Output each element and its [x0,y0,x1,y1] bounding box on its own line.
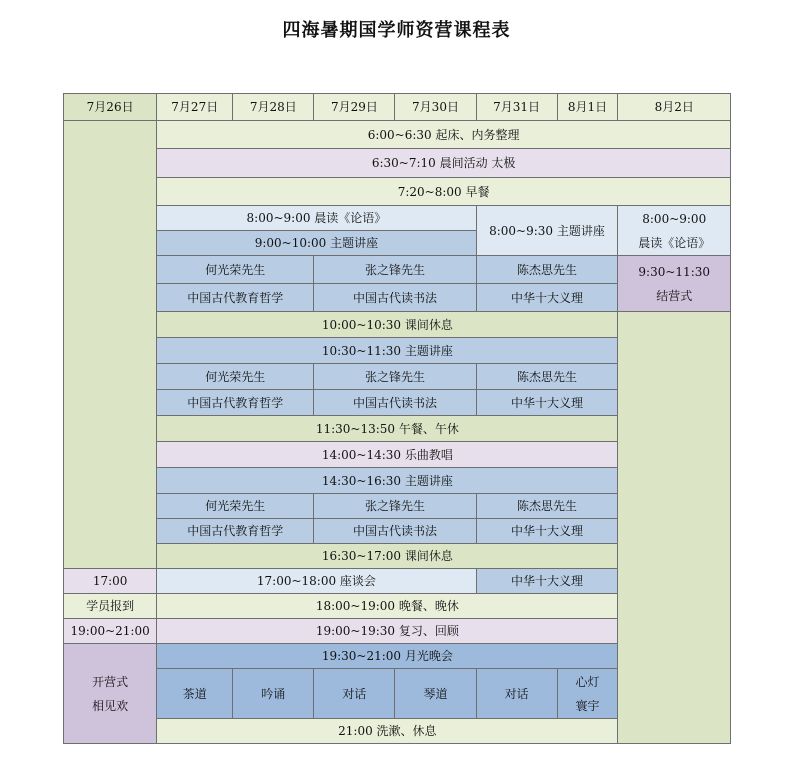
cell-line: 心灯 [575,674,600,689]
schedule-row: 6:00~6:30 起床、内务整理 [157,121,731,149]
course-cell: 中国古代教育哲学 [157,390,314,416]
teacher-cell: 何光荣先生 [157,364,314,390]
schedule-row: 17:00~18:00 座谈会 [157,569,476,594]
date-header: 7月30日 [395,94,476,121]
schedule-row: 21:00 洗漱、休息 [157,719,618,744]
schedule-cell [618,206,731,256]
evening-activity: 茶道 [157,669,233,719]
schedule-row: 10:30~11:30 主题讲座 [157,338,618,364]
closing-ceremony-cell [618,256,731,312]
page-title: 四海暑期国学师资营课程表 [282,20,511,41]
date-header: 7月31日 [476,94,557,121]
course-cell: 中国古代读书法 [314,519,476,544]
teacher-cell: 张之锋先生 [314,256,476,284]
schedule-row: 6:30~7:10 晨间活动 太极 [157,149,731,178]
date-header: 8月1日 [557,94,618,121]
cell-line: 开营式 [92,674,129,689]
teacher-cell: 陈杰思先生 [476,256,618,284]
schedule-cell: 学员报到 [64,594,157,619]
cell-line: 寰宇 [575,698,600,713]
evening-activity: 吟诵 [233,669,314,719]
evening-activity: 琴道 [395,669,476,719]
teacher-cell: 陈杰思先生 [476,494,618,519]
schedule-cell: 8:00~9:30 主题讲座 [476,206,618,256]
course-cell: 中国古代读书法 [314,390,476,416]
teacher-cell: 何光荣先生 [157,494,314,519]
date-header: 7月26日 [64,94,157,121]
date-header: 7月27日 [157,94,233,121]
course-cell: 中国古代读书法 [314,284,476,312]
teacher-cell: 张之锋先生 [314,364,476,390]
cell-line: 结营式 [656,288,693,303]
schedule-cell: 19:00~21:00 [64,619,157,644]
schedule-table [63,93,731,744]
schedule-row: 14:30~16:30 主题讲座 [157,468,618,494]
schedule-row: 10:00~10:30 课间休息 [157,312,618,338]
schedule-cell: 中华十大义理 [476,569,618,594]
day1-blank-cell [64,121,157,569]
cell-line: 8:00~9:00 [642,211,707,226]
date-header: 7月29日 [314,94,395,121]
schedule-row: 8:00~9:00 晨读《论语》 [157,206,476,231]
teacher-cell: 何光荣先生 [157,256,314,284]
schedule-row: 7:20~8:00 早餐 [157,178,731,206]
schedule-row: 18:00~19:00 晚餐、晚休 [157,594,618,619]
schedule-row: 19:00~19:30 复习、回顾 [157,619,618,644]
schedule-row: 11:30~13:50 午餐、午休 [157,416,618,442]
teacher-cell: 张之锋先生 [314,494,476,519]
course-cell: 中华十大义理 [476,390,618,416]
course-cell: 中国古代教育哲学 [157,284,314,312]
course-cell: 中国古代教育哲学 [157,519,314,544]
schedule-cell: 17:00 [64,569,157,594]
date-header: 8月2日 [618,94,731,121]
evening-activity: 对话 [314,669,395,719]
cell-line: 相见欢 [92,698,129,713]
teacher-cell: 陈杰思先生 [476,364,618,390]
aug2-blank-cell [618,312,731,744]
schedule-row: 9:00~10:00 主题讲座 [157,231,476,256]
cell-line: 9:30~11:30 [638,264,711,279]
evening-activity: 对话 [476,669,557,719]
schedule-row: 14:00~14:30 乐曲教唱 [157,442,618,468]
evening-activity [557,669,618,719]
schedule-row: 19:30~21:00 月光晚会 [157,644,618,669]
date-header: 7月28日 [233,94,314,121]
schedule-row: 16:30~17:00 课间休息 [157,544,618,569]
opening-ceremony-cell [64,644,157,744]
cell-line: 晨读《论语》 [638,235,711,250]
course-cell: 中华十大义理 [476,519,618,544]
course-cell: 中华十大义理 [476,284,618,312]
